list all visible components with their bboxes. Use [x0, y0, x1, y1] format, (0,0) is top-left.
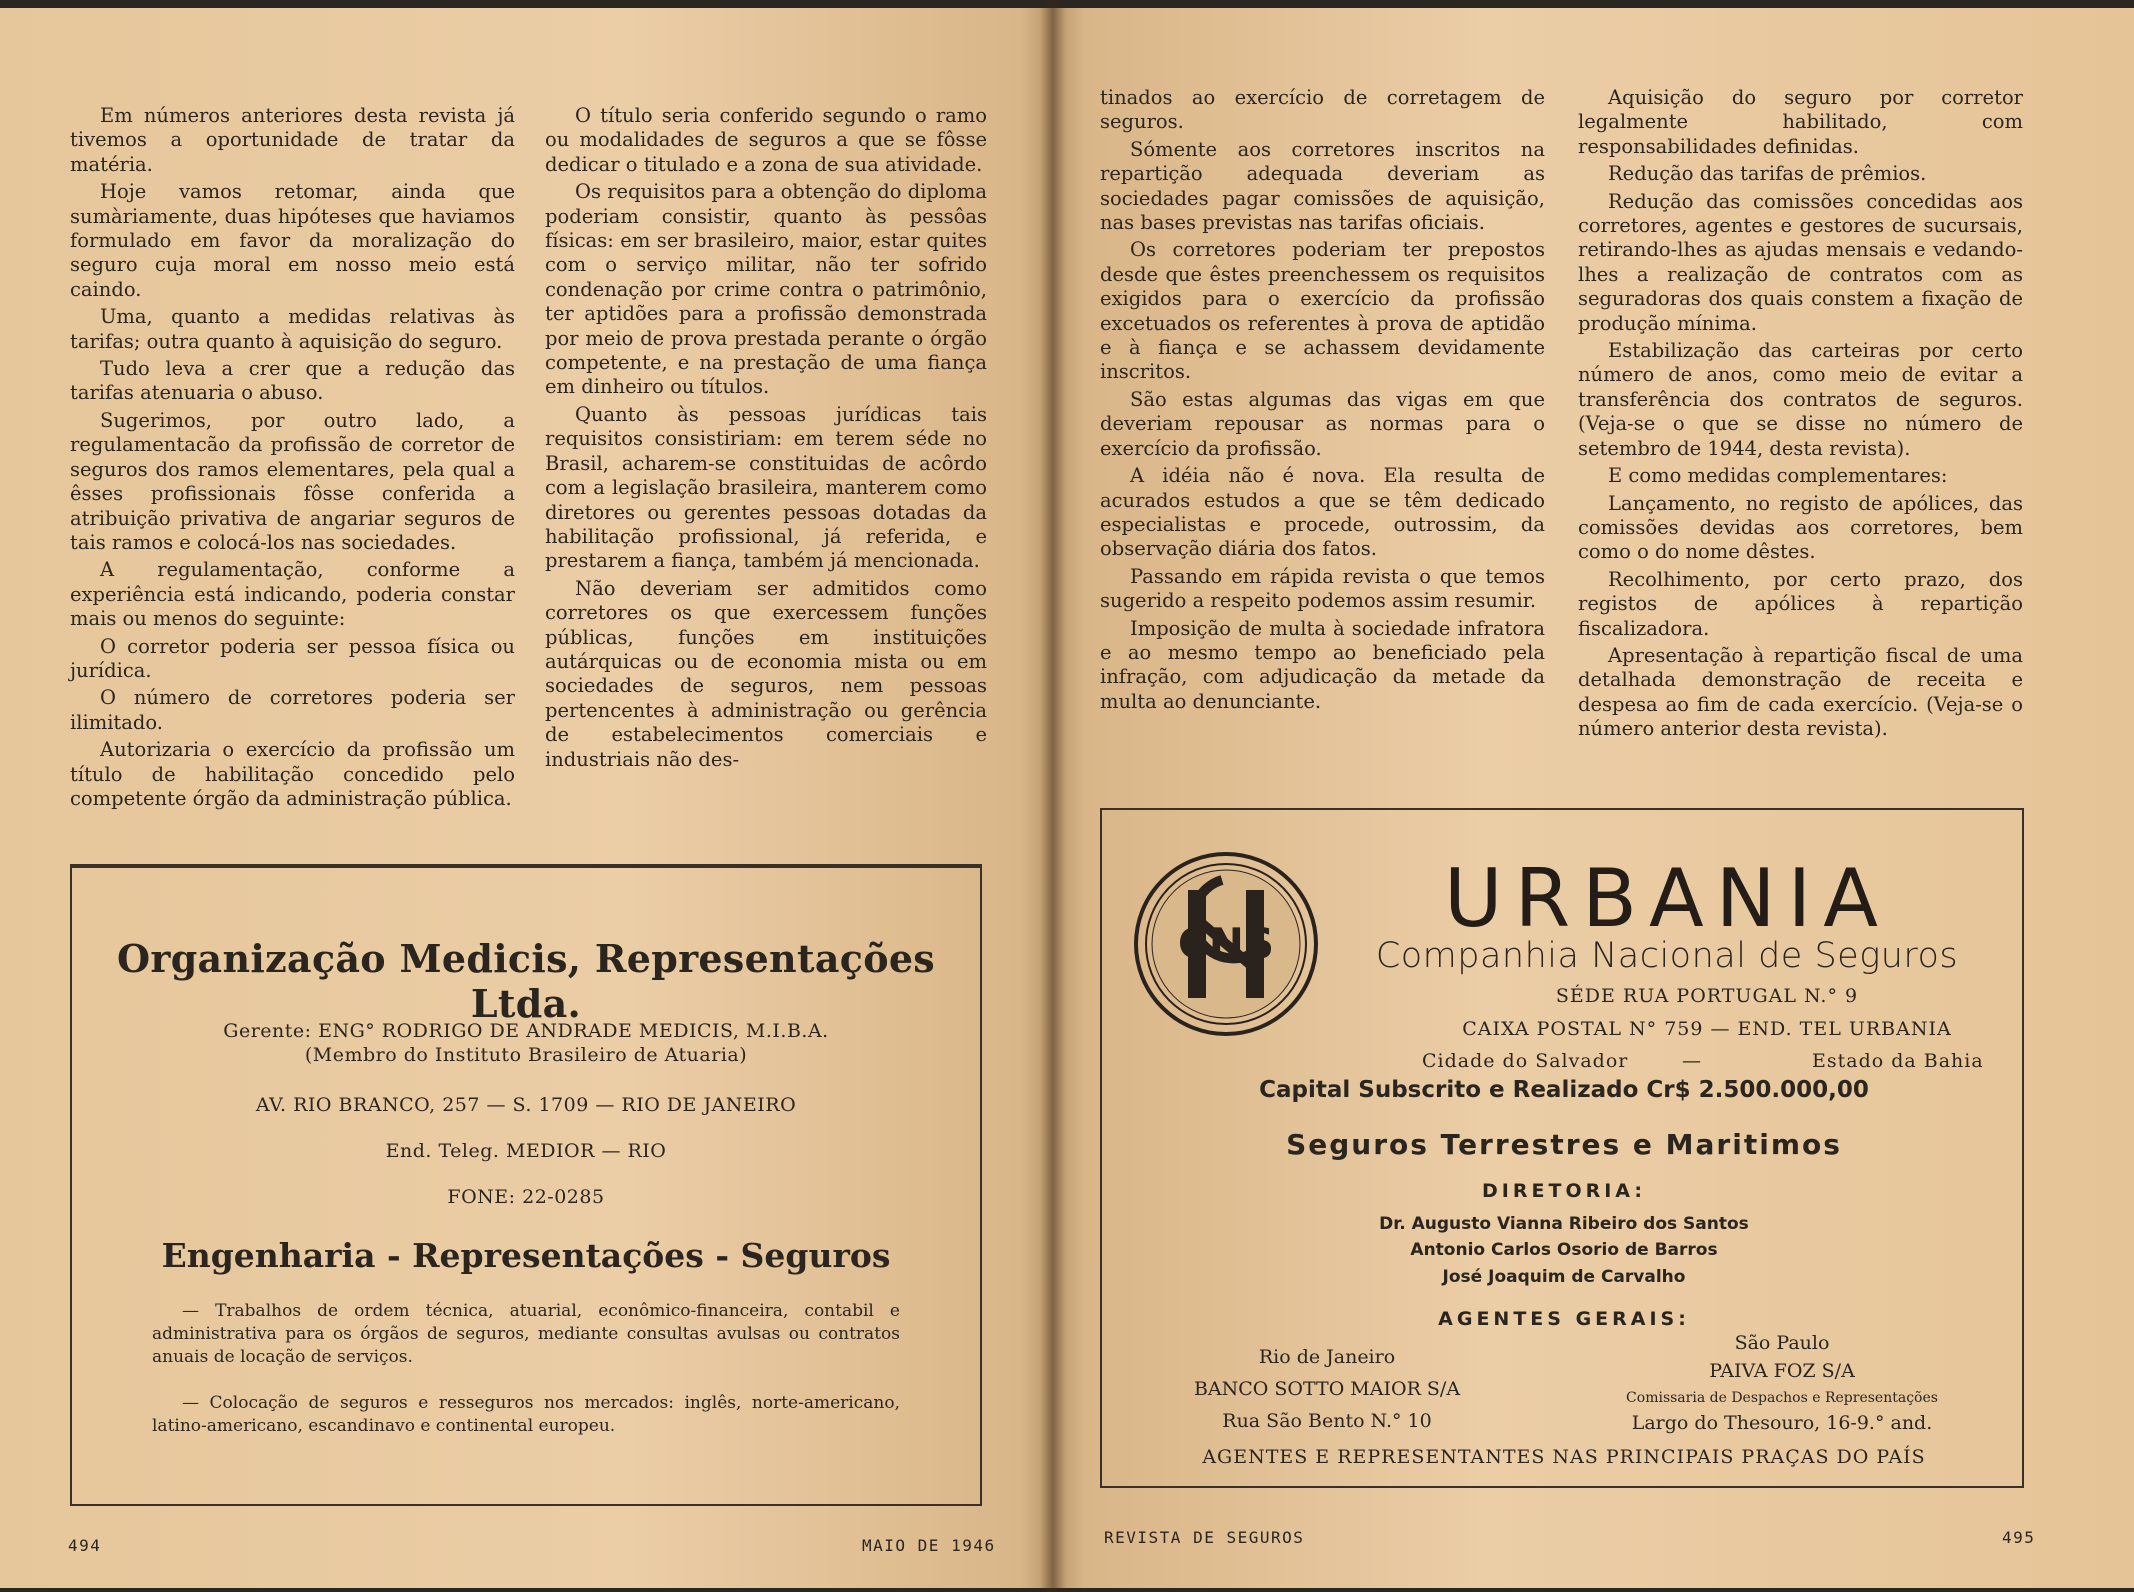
urbania-emblem-icon: [1132, 850, 1320, 1038]
agent-rj-city: Rio de Janeiro: [1258, 1346, 1396, 1368]
right-text-column-1: [1100, 86, 1545, 717]
paragraph: Autorizaria o exercício da profissão um título de habilitação concedido pelo competente órgão da administração pública.: [70, 738, 515, 810]
left-page: [0, 8, 1052, 1588]
paragraph: Uma, quanto a medidas relativas às tarifas; outra quanto à aquisição do seguro.: [70, 305, 515, 353]
issue-date: MAIO DE 1946: [862, 1536, 996, 1555]
paragraph: Recolhimento, por certo prazo, dos registos de apólices à repartição fiscalizadora.: [1578, 567, 2023, 640]
urbania-agents-heading: AGENTES GERAIS:: [1438, 1308, 1690, 1330]
paragraph: Sugerimos, por outro lado, a regulamentacão da profissão de corretor de seguros dos ramos elementares, pela qual a êsses profissionais fôsse conferida a atribuição privativa de angariar seguros de tais ramos e colocá-los nas sociedades.: [70, 408, 515, 554]
paragraph: Os corretores poderiam ter prepostos desde que êstes preenchessem os requisitos exigidos para o exercício da profissão excetuados os referentes à prova de aptidão e à fiança e se achassem devidamente inscritos.: [1100, 238, 1545, 384]
urbania-logo-letters: CNS: [1177, 919, 1275, 968]
urbania-capital: Capital Subscrito e Realizado Cr$ 2.500.000,00: [1259, 1077, 1869, 1103]
urbania-title: URBANIA: [1444, 852, 1890, 945]
paragraph: O corretor poderia ser pessoa física ou jurídica.: [70, 634, 515, 682]
medicis-services: Engenharia - Representações - Seguros: [161, 1236, 891, 1275]
urbania-advertisement: [1100, 808, 2024, 1488]
paragraph: Lançamento, no registo de apólices, das comissões devidas aos corretores, bem como o do nome dêstes.: [1578, 491, 2023, 564]
medicis-manager: Gerente: ENG° RODRIGO DE ANDRADE MEDICIS, M.I.B.A.: [223, 1020, 829, 1042]
agent-sp-city: São Paulo: [1734, 1332, 1830, 1354]
urbania-subtitle: Companhia Nacional de Seguros: [1375, 936, 1959, 976]
paragraph: Redução das tarifas de prêmios.: [1608, 162, 1927, 186]
medicis-firm-name: Organização Medicis, Representações Ltda.: [116, 936, 936, 1026]
page-number-right: 495: [2002, 1528, 2036, 1547]
page-number-left: 494: [68, 1536, 102, 1555]
paragraph: Os requisitos para a obtenção do diploma poderiam consistir, quanto às pessôas físicas: em ser brasileiro, maior, estar quites com o serviço militar, não ter sofrido condenação por crime contra o patrimônio, ter aptidões para a profissão demonstrada por meio de prova prestada perante o órgão competente, e na prestação de uma fiança em dinheiro ou títulos.: [545, 180, 987, 399]
medicis-desc-1-text: — Trabalhos de ordem técnica, atuarial, econômico-financeira, contabil e administrativa para os órgãos de seguros, mediante consultas avulsas ou contratos anuais de locação de serviços.: [152, 1301, 900, 1367]
agent-sp-name: PAIVA FOZ S/A: [1709, 1360, 1855, 1382]
paragraph: Tudo leva a crer que a redução das tarifas atenuaria o abuso.: [70, 357, 515, 405]
paragraph: A regulamentação, conforme a experiência está indicando, poderia constar mais ou menos do seguinte:: [70, 558, 515, 631]
medicis-member: (Membro do Instituto Brasileiro de Atuaria): [304, 1044, 748, 1066]
paragraph: Passando em rápida revista o que temos sugerido a respeito podemos assim resumir.: [1100, 564, 1545, 613]
agent-sp-description: Comissaria de Despachos e Representações: [1626, 1390, 1938, 1406]
urbania-city: Cidade do Salvador: [1422, 1050, 1629, 1072]
paragraph: Aquisição do seguro por corretor legalmente habilitado, com responsabilidades definidas.: [1578, 86, 2023, 158]
agent-rj-address: Rua São Bento N.° 10: [1222, 1410, 1432, 1432]
medicis-desc-1: [152, 1300, 900, 1369]
paragraph: Redução das comissões concedidas aos corretores, agentes e gestores de sucursais, retirando-lhes as ajudas mensais e vedando-lhes a realização de contratos com as seguradoras dos quais constem a fixação de produção mínima.: [1578, 189, 2023, 335]
paragraph: Estabilização das carteiras por certo número de anos, como meio de evitar a transferência dos contratos de seguros. (Veja-se o que se disse no número de setembro de 1944, desta revista).: [1578, 339, 2023, 460]
paragraph: tinados ao exercício de corretagem de seguros.: [1100, 86, 1545, 134]
paragraph: Quanto às pessoas jurídicas tais requisitos consistiriam: em terem séde no Brasil, acharem-se constituidas de acôrdo com a legislação brasileira, manterem como diretores ou gerentes pessoas dotadas da habilitação profissional, já referida, e prestarem a fiança, também já mencionada.: [545, 402, 987, 573]
medicis-desc-2: [152, 1392, 900, 1438]
left-text-column-2: [545, 104, 987, 775]
urbania-director: Antonio Carlos Osorio de Barros: [1410, 1240, 1718, 1260]
urbania-director: Dr. Augusto Vianna Ribeiro dos Santos: [1379, 1214, 1749, 1234]
right-text-column-2: [1578, 86, 2023, 745]
urbania-seat: SÉDE RUA PORTUGAL N.° 9: [1555, 985, 1859, 1007]
paragraph: Em números anteriores desta revista já tivemos a oportunidade de tratar da matéria.: [70, 104, 515, 176]
medicis-telegraph: End. Teleg. MEDIOR — RIO: [385, 1140, 667, 1162]
urbania-dash: —: [1682, 1050, 1702, 1072]
paragraph: Sómente aos corretores inscritos na repartição adequada deveriam as sociedades pagar comissões de aquisição, nas bases previstas nas tarifas oficiais.: [1100, 137, 1545, 235]
urbania-footer-line: AGENTES E REPRESENTANTES NAS PRINCIPAIS PRAÇAS DO PAÍS: [1202, 1446, 1926, 1468]
agent-rj-name: BANCO SOTTO MAIOR S/A: [1193, 1378, 1461, 1400]
journal-title: REVISTA DE SEGUROS: [1104, 1528, 1305, 1547]
paragraph: O número de corretores poderia ser ilimitado.: [70, 686, 515, 734]
agent-sp-address: Largo do Thesouro, 16-9.° and.: [1631, 1412, 1933, 1434]
book-gutter: [1040, 0, 1066, 1592]
paragraph: São estas algumas das vigas em que deveriam repousar as normas para o exercício da profissão.: [1100, 387, 1545, 460]
paragraph: Apresentação à repartição fiscal de uma detalhada demonstração de receita e despesa ao fim de cada exercício. (Veja-se o número anterior desta revista).: [1578, 643, 2023, 741]
medicis-address: AV. RIO BRANCO, 257 — S. 1709 — RIO DE JANEIRO: [255, 1094, 797, 1116]
left-text-column-1: [70, 104, 515, 814]
urbania-postal: CAIXA POSTAL N° 759 — END. TEL URBANIA: [1462, 1018, 1952, 1040]
paragraph: Não deveriam ser admitidos como corretores os que exercessem funções públicas, funções em instituições autárquicas ou de economia mista ou em sociedades de seguros, nem pessoas pertencentes à administração ou gerência de estabelecimentos comerciais e industriais não des-: [545, 576, 987, 771]
paragraph: Hoje vamos retomar, ainda que sumàriamente, duas hipóteses que haviamos formulado em favor da moralização do seguro cuja moral em nosso meio está caindo.: [70, 180, 515, 301]
urbania-director: José Joaquim de Carvalho: [1442, 1267, 1686, 1287]
urbania-state: Estado da Bahia: [1812, 1050, 1984, 1072]
medicis-desc-2-text: — Colocação de seguros e resseguros nos mercados: inglês, norte-americano, latino-americano, escandinavo e continental europeu.: [152, 1393, 900, 1436]
urbania-board-heading: DIRETORIA:: [1482, 1180, 1646, 1202]
paragraph: A idéia não é nova. Ela resulta de acurados estudos a que se têm dedicado especialistas e procede, outrossim, da observação diária dos fatos.: [1100, 464, 1545, 561]
paragraph: E como medidas complementares:: [1608, 464, 1948, 488]
medicis-phone: FONE: 22-0285: [447, 1186, 605, 1208]
urbania-branches: Seguros Terrestres e Maritimos: [1286, 1128, 1842, 1161]
paragraph: O título seria conferido segundo o ramo ou modalidades de seguros a que se fôsse dedicar o titulado e a zona de sua atividade.: [545, 104, 987, 176]
paragraph: Imposição de multa à sociedade infratora e ao mesmo tempo ao beneficiado pela infração, com adjudicação da metade da multa ao denunciante.: [1100, 616, 1545, 713]
medicis-advertisement: [70, 866, 982, 1506]
